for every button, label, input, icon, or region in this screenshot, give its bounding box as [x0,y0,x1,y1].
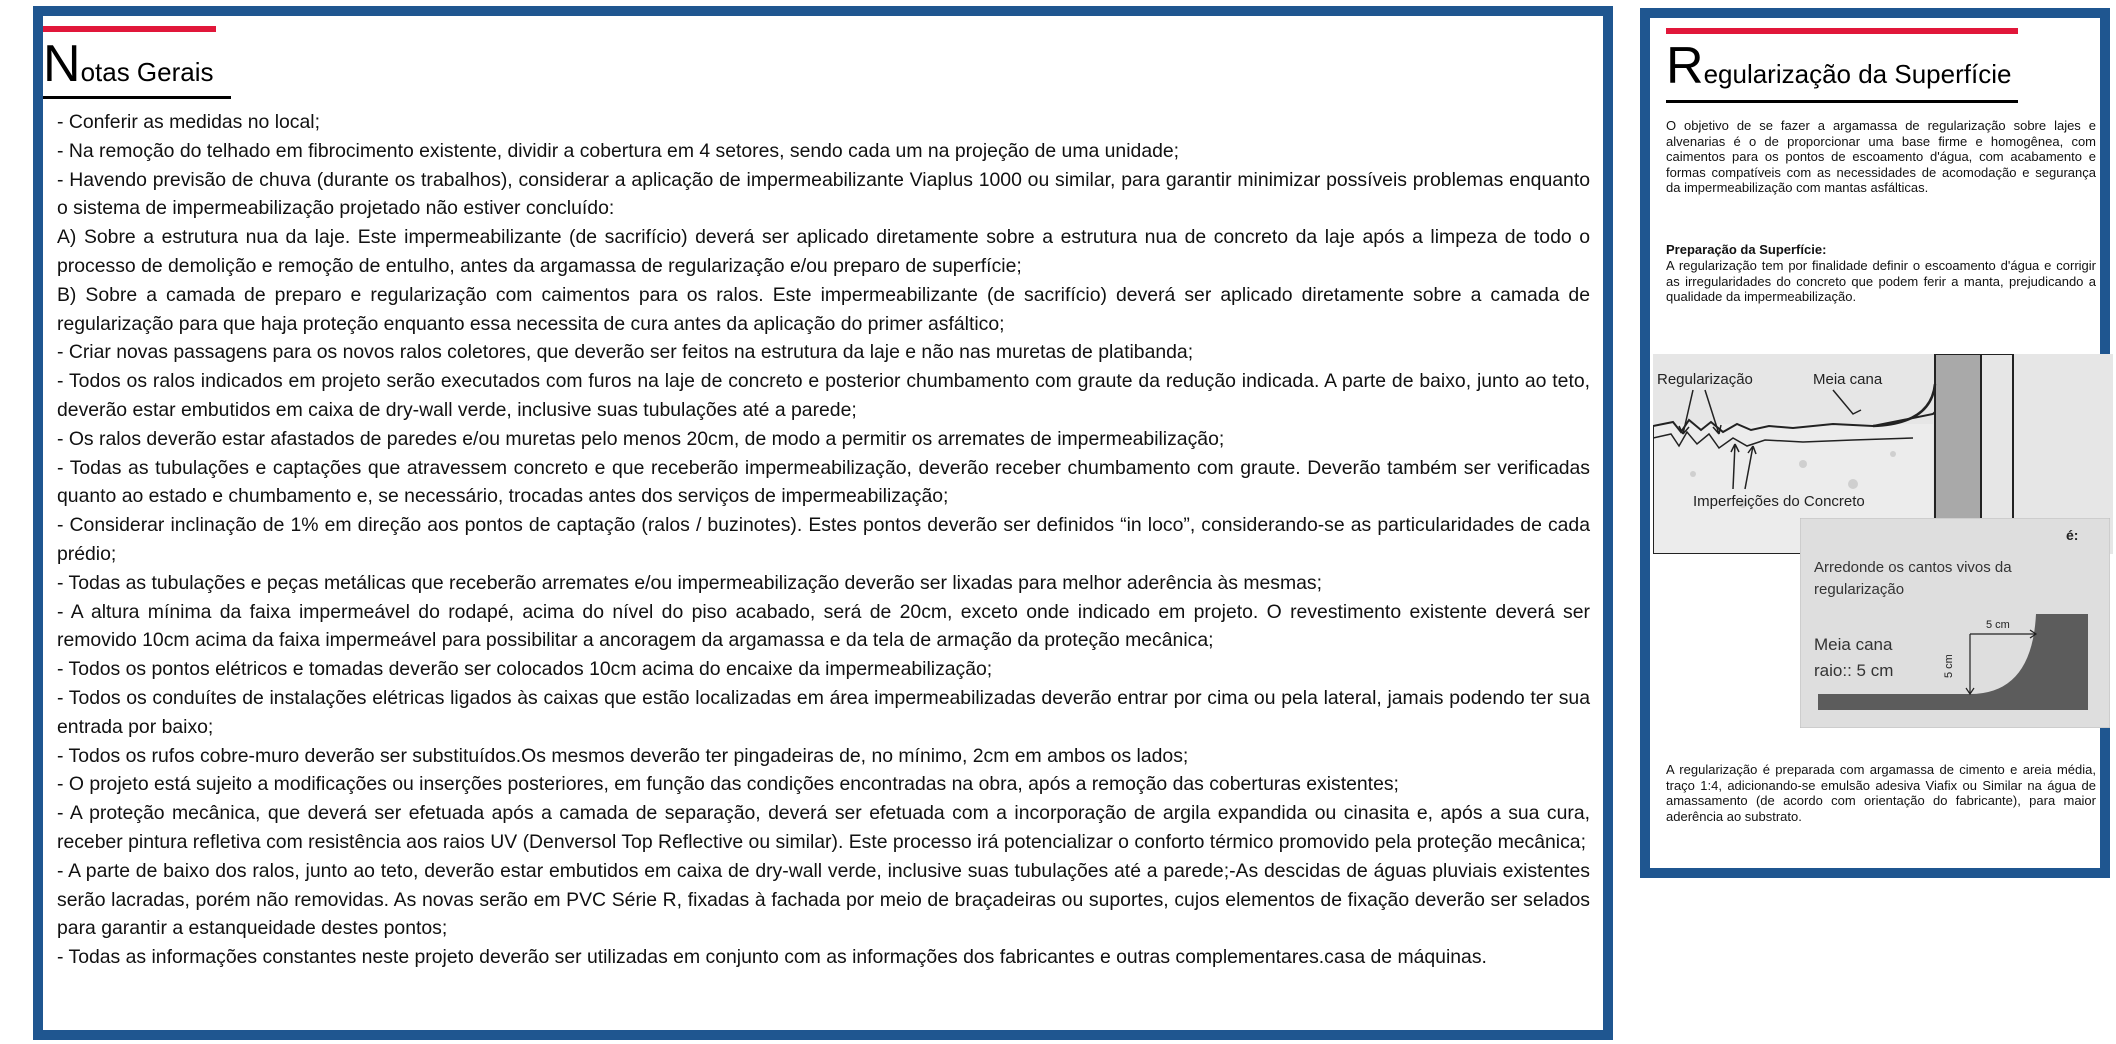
note-item: - Criar novas passagens para os novos ralos coletores, que deverão ser feitos na estrutura da laje e não nas muretas de platibanda; [57,341,1194,364]
figure2-header: é: [2066,527,2079,543]
regularizacao-title: Regularização da Superfície [1666,37,2012,95]
note-item: A) Sobre a estrutura nua da laje. Este impermeabilizante (de sacrifício) deverá ser aplicado diretamente sobre a estrutura nua de concreto da laje após a limpeza de todo o processo de demolição e remoção de entulho, antes da argamassa de regularização e/ou preparo de superfície; [57,226,1590,277]
note-item: - Todas as tubulações e captações que atravessem concreto e que receberão impermeabilização, deverão receber chumbamento com graute. Deverão também ser verificadas quanto ao estado e chumbamento e, se necessário, trocadas antes dos serviços de impermeabilização; [57,456,1590,508]
note-item: - Considerar inclinação de 1% em direção aos pontos de captação (ralos / buzinotes). Estes pontos deverão ser definidos “in loco”, considerando-se as particularidades de cada prédio; [57,514,1590,565]
heading-red-bar [1666,28,2018,34]
note-item: - Todos os rufos cobre-muro deverão ser substituídos.Os mesmos deverão ter pingadeiras de, no mínimo, 2cm em ambos os lados; [57,744,1189,767]
note-item: - O projeto está sujeito a modificações ou inserções posteriores, em função das condições encontradas na obra, após a remoção das coberturas existentes; [57,773,1399,796]
figure-meia-cana [1800,518,2110,728]
preparacao-heading: Preparação da Superfície: [1666,242,1827,257]
regularizacao-heading [1666,28,2086,108]
note-item: B) Sobre a camada de preparo e regularização com caimentos para os ralos. Este impermeabilizante (de sacrifício) deverá ser aplicado diretamente sobre a camada de regularização para que haja proteção enquanto essa necessita de cura antes da aplicação do primer asfáltico; [57,283,1590,335]
label-imperfeicoes: Imperfeições do Concreto [1693,493,1865,510]
note-item: - Na remoção do telhado em fibrocimento existente, dividir a cobertura em 4 setores, sendo cada um na projeção de uma unidade; [57,139,1180,162]
note-item: - A altura mínima da faixa impermeável do rodapé, acima do nível do piso acabado, será de 20cm, exceto onde indicado em projeto. O revestimento existente deverá ser removido 10cm acima da faixa impermeável para possibilitar a ancoragem da argamassa e da tela de armação da proteção mecânica; [57,600,1590,652]
notas-gerais-heading [43,26,283,106]
note-item: - Conferir as medidas no local; [57,111,320,133]
figure2-label-raio: raio:: 5 cm [1814,661,1894,680]
notas-gerais-panel [33,6,1613,1040]
figure2-text-line2: regularização [1814,581,1905,598]
note-item: - Os ralos deverão estar afastados de paredes e/ou muretas pelo menos 20cm, de modo a permitir os arremates de impermeabilização; [57,427,1225,450]
note-item: - A proteção mecânica, que deverá ser efetuada após a camada de separação, deverá ser efetuada com a incorporação de argila expandida ou cinasita e, após a sua cura, receber pintura refletiva com resistência aos raios UV (Denversol Top Reflective ou similar). Este processo irá potencializar o conforto térmico promovido pela proteção mecânica; [57,802,1590,853]
note-item: - Todas as tubulações e peças metálicas que receberão arremates e/ou impermeabilização deverão ser lixadas para melhor aderência às mesmas; [57,571,1323,594]
aggregate [1690,471,1696,477]
label-meia-cana: Meia cana [1813,371,1883,388]
aggregate [1890,451,1896,457]
regularizacao-panel [1640,8,2110,878]
figure2-label-meia-cana: Meia cana [1814,635,1893,654]
regularizacao-footer: A regularização é preparada com argamassa de cimento e areia média, traço 1:4, adicionando-se emulsão adesiva Viafix ou Similar na água de amassamento (de acordo com orientação do fabricante), para maior aderência ao substrato. [1666,762,2096,824]
aggregate [1848,479,1858,489]
note-item: - Todas as informações constantes neste projeto deverão ser utilizadas em conjunto com as informações dos fabricantes e outras complementares.casa de máquinas. [57,946,1487,969]
heading-underline [1666,100,2018,103]
note-item: - Todos os pontos elétricos e tomadas deverão ser colocados 10cm acima do encaixe da impermeabilização; [57,658,993,681]
heading-underline [43,96,231,99]
label-regularizacao: Regularização [1657,371,1753,388]
dim-label-vertical: 5 cm [1943,654,1955,678]
note-item: - Todos os conduítes de instalações elétricas ligados às caixas que estão localizadas em área impermeabilizadas deverão entrar por cima ou pela lateral, jamais podendo ter sua entrada por baixo; [57,686,1590,738]
heading-red-bar [43,26,216,32]
figure2-text-line1: Arredonde os cantos vivos da [1814,559,2012,576]
notas-gerais-title: Notas Gerais [43,35,214,93]
aggregate [1799,460,1807,468]
note-item: - Havendo previsão de chuva (durante os trabalhos), considerar a aplicação de impermeabilizante Viaplus 1000 ou similar, para garantir minimizar possíveis problemas enquanto o sistema de impermeabilização projetado não estiver concluído: [57,168,1590,220]
preparacao-text: A regularização tem por finalidade definir o escoamento d'água e corrigir as irregularidades do concreto que podem ferir a manta, prejudicando a qualidade da impermeabilização. [1666,258,2096,304]
note-item: - A parte de baixo dos ralos, junto ao teto, deverão estar embutidos em caixa de dry-wall verde, inclusive suas tubulações até a parede;-As descidas de águas pluviais existentes serão lacradas, porém não removidas. As novas serão em PVC Série R, fixadas à fachada por meio de braçadeiras ou suportes, cujos elementos de fixação deverão ser selados para garantir a estanqueidade destes pontos; [57,859,1590,940]
note-item: - Todos os ralos indicados em projeto serão executados com furos na laje de concreto e posterior chumbamento com graute da redução indicada. A parte de baixo, junto ao teto, deverão estar embutidos em caixa de dry-wall verde, inclusive suas tubulações até a parede; [57,370,1590,421]
dim-label-horizontal: 5 cm [1986,619,2010,631]
regularizacao-intro: O objetivo de se fazer a argamassa de regularização sobre lajes e alvenarias é o de proporcionar uma base firme e homogênea, com caimentos para os pontos de escoamento d'água, com acabamento e formas compatíveis com as necessidades de acomodação e segurança da impermeabilização com mantas asfálticas. [1666,118,2096,195]
notes-list [57,108,1590,972]
